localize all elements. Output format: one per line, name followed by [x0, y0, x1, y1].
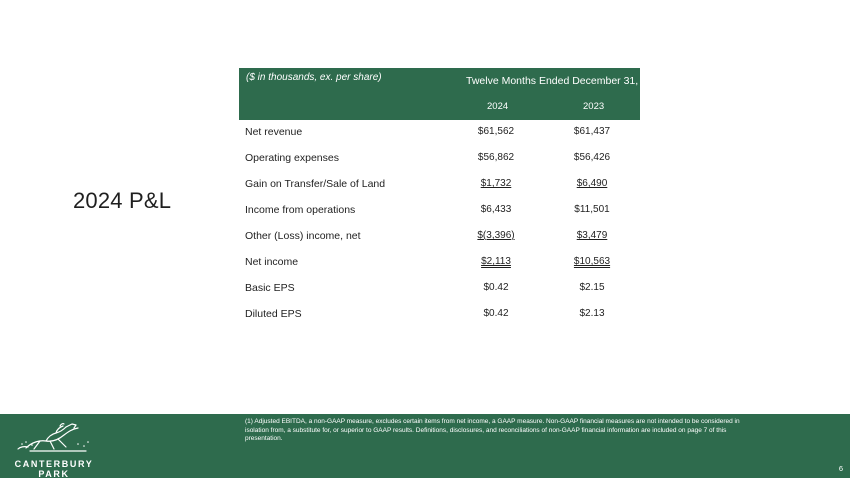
value-2024: $0.42 [483, 308, 509, 319]
value-2023: $6,490 [576, 178, 608, 189]
logo-wordmark [8, 459, 100, 479]
value-2024: $6,433 [480, 204, 512, 215]
value-2024: $0.42 [483, 282, 509, 293]
row-label: Basic EPS [245, 282, 295, 294]
value-2024: $61,562 [477, 126, 515, 137]
canterbury-park-logo [8, 420, 100, 479]
pl-table [239, 68, 640, 328]
table-row [239, 172, 640, 198]
row-label: Net income [245, 256, 299, 268]
row-label: Operating expenses [245, 152, 339, 164]
year-2024-header: 2024 [487, 101, 509, 112]
value-2024: $1,732 [480, 178, 512, 189]
table-row [239, 198, 640, 224]
value-2023: $10,563 [573, 256, 611, 267]
logo-line-1: CANTERBURY [14, 459, 94, 469]
value-2024: $2,113 [481, 256, 511, 267]
row-label: Gain on Transfer/Sale of Land [245, 178, 386, 190]
footnote: (1) Adjusted EBITDA, a non-GAAP measure, excludes certain items from net income, a GAAP measure. Non-GAAP financial measures are not intended to be considered in isolation from, a substitute for, or superior to GAAP results. Definitions, disclosures, and reconciliations of non-GAAP financial information are included on page 7 of this presentation. [245, 418, 740, 442]
value-2023: $2.15 [579, 282, 605, 293]
period-header: Twelve Months Ended December 31, [466, 75, 639, 87]
horse-rider-icon [16, 420, 92, 454]
row-label: Net revenue [245, 126, 303, 138]
table-row [239, 224, 640, 250]
value-2023: $2.13 [579, 308, 605, 319]
value-2023: $11,501 [574, 204, 610, 215]
row-label: Diluted EPS [245, 308, 302, 320]
value-2023: $3,479 [576, 230, 608, 241]
table-row [239, 120, 640, 146]
table-row [239, 146, 640, 172]
year-2023-header: 2023 [583, 101, 605, 112]
table-row [239, 302, 640, 328]
row-label: Other (Loss) income, net [245, 230, 361, 242]
value-2023: $56,426 [573, 152, 611, 163]
logo-line-2: PARK [38, 469, 70, 479]
footer-bar [0, 414, 850, 478]
value-2023: $61,437 [573, 126, 611, 137]
units-note: ($ in thousands, ex. per share) [246, 72, 382, 83]
page-number: 6 [838, 464, 843, 473]
table-row [239, 250, 640, 276]
table-row [239, 276, 640, 302]
value-2024: $(3,396) [477, 230, 515, 241]
table-header [239, 68, 640, 120]
row-label: Income from operations [245, 204, 356, 216]
section-title: 2024 P&L [73, 188, 172, 213]
value-2024: $56,862 [477, 152, 515, 163]
